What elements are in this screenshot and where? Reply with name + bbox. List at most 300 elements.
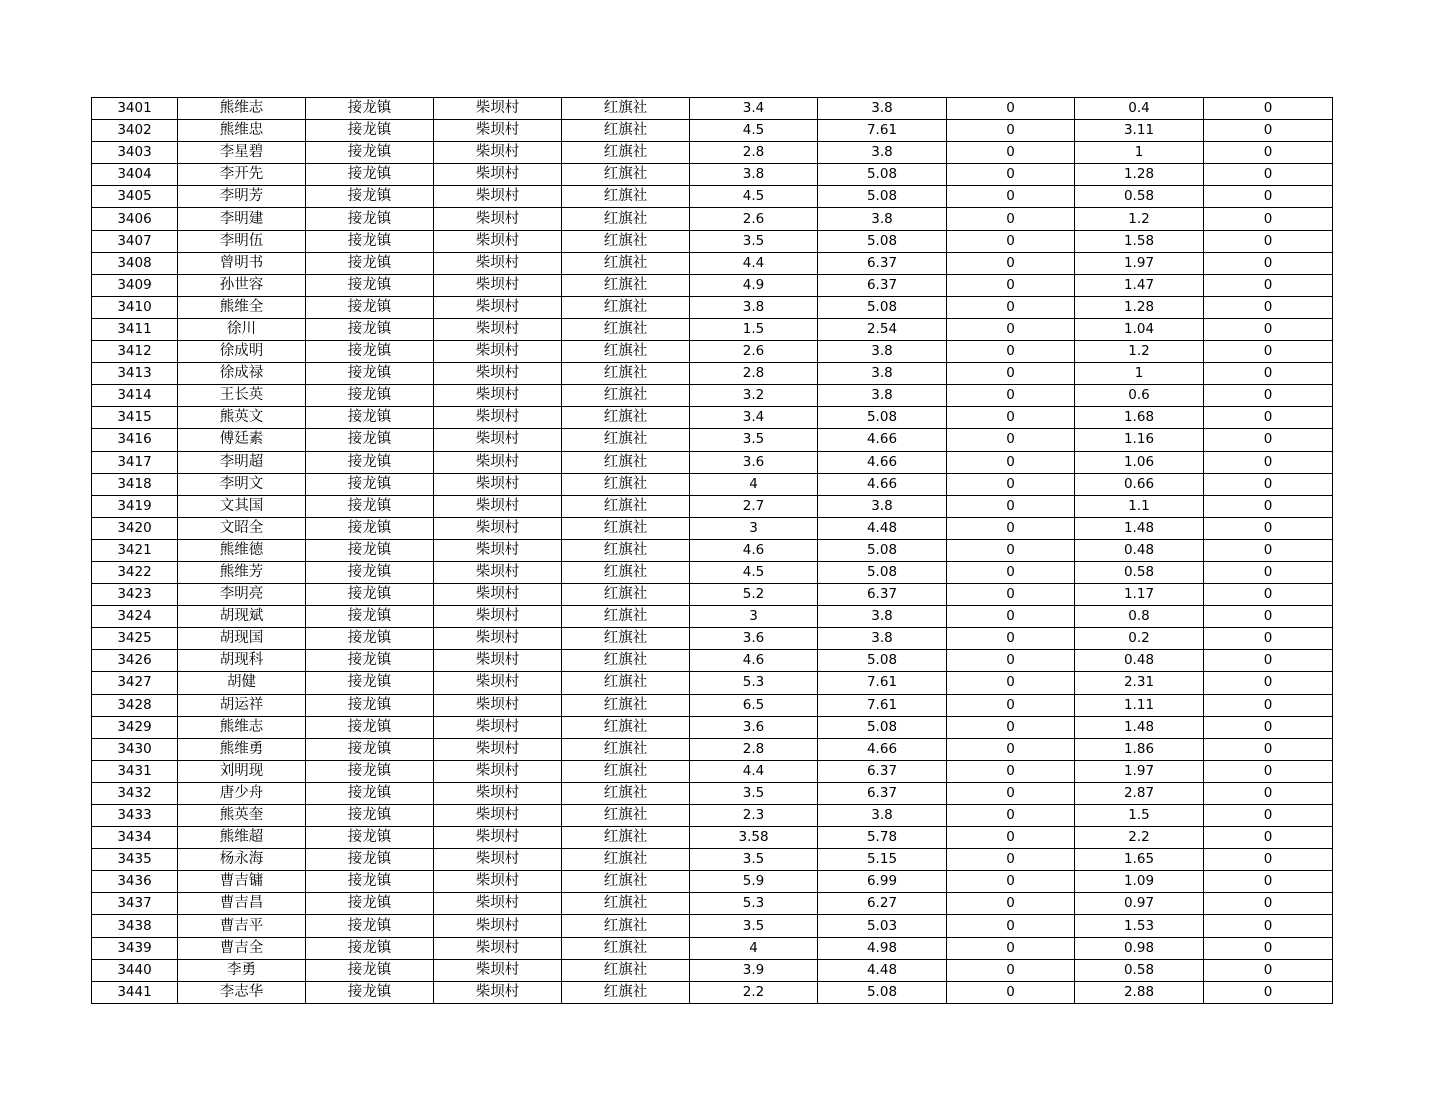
cell-value-e: 0	[1204, 760, 1333, 782]
cell-id: 3434	[92, 827, 178, 849]
cell-value-b: 3.8	[818, 385, 947, 407]
cell-value-e: 0	[1204, 959, 1333, 981]
cell-value-d: 1.58	[1075, 230, 1204, 252]
cell-town: 接龙镇	[306, 606, 434, 628]
cell-value-e: 0	[1204, 716, 1333, 738]
cell-value-c: 0	[947, 208, 1075, 230]
cell-value-b: 3.8	[818, 98, 947, 120]
cell-value-d: 1.2	[1075, 208, 1204, 230]
cell-town: 接龙镇	[306, 164, 434, 186]
cell-name: 孙世容	[178, 274, 306, 296]
cell-value-a: 4.6	[690, 650, 818, 672]
cell-value-d: 0.6	[1075, 385, 1204, 407]
cell-value-d: 0.98	[1075, 937, 1204, 959]
cell-name: 李勇	[178, 959, 306, 981]
cell-id: 3440	[92, 959, 178, 981]
cell-value-a: 2.8	[690, 738, 818, 760]
cell-name: 胡现国	[178, 628, 306, 650]
cell-group: 红旗社	[562, 539, 690, 561]
cell-value-d: 1.09	[1075, 871, 1204, 893]
cell-village: 柴坝村	[434, 561, 562, 583]
cell-value-e: 0	[1204, 164, 1333, 186]
cell-value-b: 5.08	[818, 186, 947, 208]
cell-village: 柴坝村	[434, 208, 562, 230]
cell-value-c: 0	[947, 274, 1075, 296]
cell-value-b: 4.98	[818, 937, 947, 959]
cell-value-a: 3.5	[690, 782, 818, 804]
cell-id: 3425	[92, 628, 178, 650]
cell-value-a: 3.5	[690, 915, 818, 937]
cell-town: 接龙镇	[306, 539, 434, 561]
cell-value-c: 0	[947, 827, 1075, 849]
table-row	[92, 959, 1333, 981]
cell-value-a: 3.9	[690, 959, 818, 981]
table-row	[92, 451, 1333, 473]
cell-group: 红旗社	[562, 760, 690, 782]
cell-value-c: 0	[947, 561, 1075, 583]
cell-value-a: 3	[690, 606, 818, 628]
cell-value-d: 1.5	[1075, 805, 1204, 827]
table-row	[92, 473, 1333, 495]
cell-village: 柴坝村	[434, 363, 562, 385]
cell-group: 红旗社	[562, 318, 690, 340]
cell-value-d: 1.17	[1075, 584, 1204, 606]
cell-value-a: 4.4	[690, 760, 818, 782]
cell-value-b: 4.66	[818, 451, 947, 473]
cell-value-c: 0	[947, 672, 1075, 694]
table-row	[92, 849, 1333, 871]
cell-group: 红旗社	[562, 827, 690, 849]
cell-value-d: 3.11	[1075, 120, 1204, 142]
table-row	[92, 429, 1333, 451]
cell-value-c: 0	[947, 937, 1075, 959]
cell-value-d: 0.66	[1075, 473, 1204, 495]
table-row	[92, 782, 1333, 804]
table-row	[92, 805, 1333, 827]
cell-name: 王长英	[178, 385, 306, 407]
cell-value-c: 0	[947, 738, 1075, 760]
cell-value-e: 0	[1204, 517, 1333, 539]
cell-group: 红旗社	[562, 142, 690, 164]
cell-id: 3430	[92, 738, 178, 760]
table-row	[92, 738, 1333, 760]
cell-value-b: 4.48	[818, 959, 947, 981]
cell-village: 柴坝村	[434, 628, 562, 650]
cell-town: 接龙镇	[306, 981, 434, 1003]
cell-name: 熊维超	[178, 827, 306, 849]
cell-value-b: 5.08	[818, 164, 947, 186]
cell-value-d: 1	[1075, 363, 1204, 385]
cell-group: 红旗社	[562, 98, 690, 120]
cell-name: 刘明现	[178, 760, 306, 782]
data-table	[91, 97, 1333, 1004]
cell-value-a: 3.6	[690, 716, 818, 738]
cell-value-d: 0.58	[1075, 561, 1204, 583]
cell-value-b: 5.08	[818, 981, 947, 1003]
cell-value-e: 0	[1204, 782, 1333, 804]
cell-id: 3418	[92, 473, 178, 495]
cell-name: 熊英文	[178, 407, 306, 429]
cell-value-c: 0	[947, 296, 1075, 318]
table-row	[92, 142, 1333, 164]
cell-value-b: 6.27	[818, 893, 947, 915]
cell-value-b: 2.54	[818, 318, 947, 340]
cell-value-e: 0	[1204, 539, 1333, 561]
cell-name: 徐成禄	[178, 363, 306, 385]
cell-id: 3427	[92, 672, 178, 694]
cell-name: 李明超	[178, 451, 306, 473]
cell-id: 3408	[92, 252, 178, 274]
table-row	[92, 407, 1333, 429]
table-row	[92, 584, 1333, 606]
cell-town: 接龙镇	[306, 186, 434, 208]
cell-town: 接龙镇	[306, 716, 434, 738]
cell-name: 熊维芳	[178, 561, 306, 583]
cell-value-c: 0	[947, 98, 1075, 120]
cell-village: 柴坝村	[434, 694, 562, 716]
cell-group: 红旗社	[562, 937, 690, 959]
cell-value-e: 0	[1204, 98, 1333, 120]
table-row	[92, 296, 1333, 318]
cell-village: 柴坝村	[434, 849, 562, 871]
cell-value-b: 5.15	[818, 849, 947, 871]
cell-value-c: 0	[947, 893, 1075, 915]
cell-value-d: 1.06	[1075, 451, 1204, 473]
cell-village: 柴坝村	[434, 495, 562, 517]
cell-value-a: 4.5	[690, 186, 818, 208]
cell-name: 胡现科	[178, 650, 306, 672]
cell-name: 曹吉全	[178, 937, 306, 959]
cell-value-e: 0	[1204, 142, 1333, 164]
cell-id: 3441	[92, 981, 178, 1003]
cell-value-c: 0	[947, 120, 1075, 142]
cell-town: 接龙镇	[306, 650, 434, 672]
cell-id: 3419	[92, 495, 178, 517]
table-row	[92, 385, 1333, 407]
cell-group: 红旗社	[562, 252, 690, 274]
cell-value-d: 1.04	[1075, 318, 1204, 340]
cell-village: 柴坝村	[434, 539, 562, 561]
cell-group: 红旗社	[562, 120, 690, 142]
cell-value-b: 5.08	[818, 716, 947, 738]
cell-value-c: 0	[947, 539, 1075, 561]
cell-value-e: 0	[1204, 584, 1333, 606]
cell-value-a: 5.3	[690, 893, 818, 915]
cell-group: 红旗社	[562, 650, 690, 672]
cell-value-e: 0	[1204, 694, 1333, 716]
cell-value-a: 3.5	[690, 429, 818, 451]
cell-value-a: 4.5	[690, 561, 818, 583]
cell-name: 徐成明	[178, 341, 306, 363]
cell-group: 红旗社	[562, 517, 690, 539]
cell-group: 红旗社	[562, 363, 690, 385]
cell-value-d: 0.58	[1075, 186, 1204, 208]
cell-value-a: 3.5	[690, 849, 818, 871]
cell-value-e: 0	[1204, 495, 1333, 517]
cell-value-b: 6.37	[818, 274, 947, 296]
cell-value-d: 0.48	[1075, 650, 1204, 672]
cell-group: 红旗社	[562, 407, 690, 429]
cell-town: 接龙镇	[306, 893, 434, 915]
cell-value-b: 6.37	[818, 782, 947, 804]
cell-value-c: 0	[947, 694, 1075, 716]
table-row	[92, 672, 1333, 694]
cell-value-b: 5.08	[818, 230, 947, 252]
cell-village: 柴坝村	[434, 429, 562, 451]
table-row	[92, 98, 1333, 120]
table-row	[92, 606, 1333, 628]
cell-value-c: 0	[947, 385, 1075, 407]
cell-value-d: 1.65	[1075, 849, 1204, 871]
cell-town: 接龙镇	[306, 849, 434, 871]
cell-value-e: 0	[1204, 893, 1333, 915]
cell-group: 红旗社	[562, 628, 690, 650]
cell-group: 红旗社	[562, 164, 690, 186]
cell-town: 接龙镇	[306, 672, 434, 694]
cell-value-d: 2.88	[1075, 981, 1204, 1003]
cell-value-b: 3.8	[818, 606, 947, 628]
cell-village: 柴坝村	[434, 584, 562, 606]
cell-value-b: 5.08	[818, 561, 947, 583]
cell-town: 接龙镇	[306, 120, 434, 142]
cell-name: 熊维忠	[178, 120, 306, 142]
cell-id: 3437	[92, 893, 178, 915]
cell-value-b: 5.08	[818, 539, 947, 561]
cell-group: 红旗社	[562, 584, 690, 606]
table-row	[92, 495, 1333, 517]
cell-value-a: 5.9	[690, 871, 818, 893]
cell-village: 柴坝村	[434, 120, 562, 142]
cell-value-e: 0	[1204, 628, 1333, 650]
cell-value-c: 0	[947, 495, 1075, 517]
cell-name: 熊维德	[178, 539, 306, 561]
cell-value-b: 5.03	[818, 915, 947, 937]
cell-value-b: 3.8	[818, 208, 947, 230]
cell-village: 柴坝村	[434, 164, 562, 186]
cell-id: 3431	[92, 760, 178, 782]
cell-value-b: 5.08	[818, 407, 947, 429]
cell-value-a: 2.6	[690, 208, 818, 230]
cell-value-e: 0	[1204, 341, 1333, 363]
cell-value-a: 4.6	[690, 539, 818, 561]
cell-value-c: 0	[947, 473, 1075, 495]
cell-value-d: 0.48	[1075, 539, 1204, 561]
cell-group: 红旗社	[562, 385, 690, 407]
table-row	[92, 517, 1333, 539]
cell-name: 李星碧	[178, 142, 306, 164]
cell-village: 柴坝村	[434, 385, 562, 407]
cell-town: 接龙镇	[306, 473, 434, 495]
table-row	[92, 230, 1333, 252]
cell-group: 红旗社	[562, 849, 690, 871]
cell-village: 柴坝村	[434, 760, 562, 782]
cell-value-e: 0	[1204, 981, 1333, 1003]
cell-village: 柴坝村	[434, 716, 562, 738]
cell-name: 徐川	[178, 318, 306, 340]
cell-value-a: 4.4	[690, 252, 818, 274]
cell-id: 3438	[92, 915, 178, 937]
cell-value-c: 0	[947, 716, 1075, 738]
cell-village: 柴坝村	[434, 274, 562, 296]
cell-value-d: 0.4	[1075, 98, 1204, 120]
cell-group: 红旗社	[562, 606, 690, 628]
cell-id: 3421	[92, 539, 178, 561]
table-row	[92, 628, 1333, 650]
cell-village: 柴坝村	[434, 186, 562, 208]
cell-id: 3428	[92, 694, 178, 716]
cell-value-b: 5.08	[818, 296, 947, 318]
cell-value-a: 2.8	[690, 363, 818, 385]
cell-group: 红旗社	[562, 716, 690, 738]
cell-town: 接龙镇	[306, 760, 434, 782]
cell-value-a: 2.3	[690, 805, 818, 827]
cell-value-e: 0	[1204, 208, 1333, 230]
cell-value-d: 1.53	[1075, 915, 1204, 937]
cell-id: 3410	[92, 296, 178, 318]
cell-group: 红旗社	[562, 296, 690, 318]
cell-name: 李志华	[178, 981, 306, 1003]
cell-group: 红旗社	[562, 782, 690, 804]
cell-value-c: 0	[947, 915, 1075, 937]
cell-name: 唐少舟	[178, 782, 306, 804]
cell-value-c: 0	[947, 760, 1075, 782]
cell-value-b: 4.66	[818, 738, 947, 760]
cell-village: 柴坝村	[434, 296, 562, 318]
cell-village: 柴坝村	[434, 230, 562, 252]
cell-village: 柴坝村	[434, 142, 562, 164]
cell-group: 红旗社	[562, 495, 690, 517]
cell-group: 红旗社	[562, 341, 690, 363]
cell-value-a: 4	[690, 937, 818, 959]
cell-village: 柴坝村	[434, 981, 562, 1003]
table-row	[92, 915, 1333, 937]
cell-id: 3414	[92, 385, 178, 407]
table-row	[92, 716, 1333, 738]
cell-town: 接龙镇	[306, 517, 434, 539]
cell-town: 接龙镇	[306, 805, 434, 827]
cell-name: 李明亮	[178, 584, 306, 606]
cell-value-e: 0	[1204, 120, 1333, 142]
cell-town: 接龙镇	[306, 451, 434, 473]
cell-value-a: 3.6	[690, 451, 818, 473]
cell-value-c: 0	[947, 230, 1075, 252]
cell-value-d: 0.97	[1075, 893, 1204, 915]
cell-id: 3432	[92, 782, 178, 804]
cell-town: 接龙镇	[306, 738, 434, 760]
cell-value-d: 0.8	[1075, 606, 1204, 628]
table-row	[92, 539, 1333, 561]
cell-value-b: 6.37	[818, 252, 947, 274]
cell-group: 红旗社	[562, 274, 690, 296]
cell-value-a: 3.58	[690, 827, 818, 849]
cell-village: 柴坝村	[434, 252, 562, 274]
table-row	[92, 981, 1333, 1003]
cell-value-a: 4.5	[690, 120, 818, 142]
cell-value-b: 4.66	[818, 473, 947, 495]
cell-value-a: 3.5	[690, 230, 818, 252]
cell-name: 熊英奎	[178, 805, 306, 827]
cell-value-d: 1.11	[1075, 694, 1204, 716]
cell-village: 柴坝村	[434, 893, 562, 915]
cell-id: 3424	[92, 606, 178, 628]
cell-id: 3402	[92, 120, 178, 142]
cell-name: 曹吉镛	[178, 871, 306, 893]
cell-value-d: 1.2	[1075, 341, 1204, 363]
cell-value-a: 5.3	[690, 672, 818, 694]
cell-value-c: 0	[947, 142, 1075, 164]
cell-id: 3436	[92, 871, 178, 893]
cell-town: 接龙镇	[306, 407, 434, 429]
cell-village: 柴坝村	[434, 473, 562, 495]
cell-town: 接龙镇	[306, 318, 434, 340]
cell-id: 3439	[92, 937, 178, 959]
table-row	[92, 760, 1333, 782]
cell-value-b: 3.8	[818, 495, 947, 517]
cell-value-a: 2.6	[690, 341, 818, 363]
cell-village: 柴坝村	[434, 915, 562, 937]
cell-name: 熊维全	[178, 296, 306, 318]
cell-value-e: 0	[1204, 738, 1333, 760]
cell-town: 接龙镇	[306, 915, 434, 937]
cell-group: 红旗社	[562, 871, 690, 893]
cell-id: 3426	[92, 650, 178, 672]
cell-town: 接龙镇	[306, 628, 434, 650]
cell-group: 红旗社	[562, 451, 690, 473]
table-row	[92, 208, 1333, 230]
cell-value-d: 1.48	[1075, 716, 1204, 738]
cell-value-e: 0	[1204, 915, 1333, 937]
cell-value-a: 4.9	[690, 274, 818, 296]
cell-id: 3429	[92, 716, 178, 738]
cell-value-c: 0	[947, 782, 1075, 804]
cell-village: 柴坝村	[434, 805, 562, 827]
cell-village: 柴坝村	[434, 937, 562, 959]
cell-id: 3423	[92, 584, 178, 606]
cell-id: 3416	[92, 429, 178, 451]
cell-value-e: 0	[1204, 871, 1333, 893]
cell-town: 接龙镇	[306, 429, 434, 451]
cell-town: 接龙镇	[306, 252, 434, 274]
cell-value-b: 4.48	[818, 517, 947, 539]
cell-value-b: 3.8	[818, 805, 947, 827]
cell-value-c: 0	[947, 407, 1075, 429]
cell-name: 胡健	[178, 672, 306, 694]
cell-name: 李明建	[178, 208, 306, 230]
cell-village: 柴坝村	[434, 871, 562, 893]
cell-village: 柴坝村	[434, 827, 562, 849]
cell-value-a: 2.7	[690, 495, 818, 517]
cell-village: 柴坝村	[434, 341, 562, 363]
cell-value-c: 0	[947, 981, 1075, 1003]
cell-value-a: 4	[690, 473, 818, 495]
cell-value-a: 1.5	[690, 318, 818, 340]
cell-value-d: 1.97	[1075, 252, 1204, 274]
cell-value-a: 2.8	[690, 142, 818, 164]
cell-value-a: 3.4	[690, 407, 818, 429]
cell-id: 3409	[92, 274, 178, 296]
cell-value-e: 0	[1204, 849, 1333, 871]
cell-value-a: 3.4	[690, 98, 818, 120]
table-row	[92, 120, 1333, 142]
cell-town: 接龙镇	[306, 208, 434, 230]
cell-town: 接龙镇	[306, 341, 434, 363]
cell-value-b: 3.8	[818, 142, 947, 164]
cell-name: 文昭全	[178, 517, 306, 539]
cell-value-c: 0	[947, 849, 1075, 871]
cell-value-d: 1.47	[1075, 274, 1204, 296]
cell-group: 红旗社	[562, 429, 690, 451]
cell-value-e: 0	[1204, 561, 1333, 583]
